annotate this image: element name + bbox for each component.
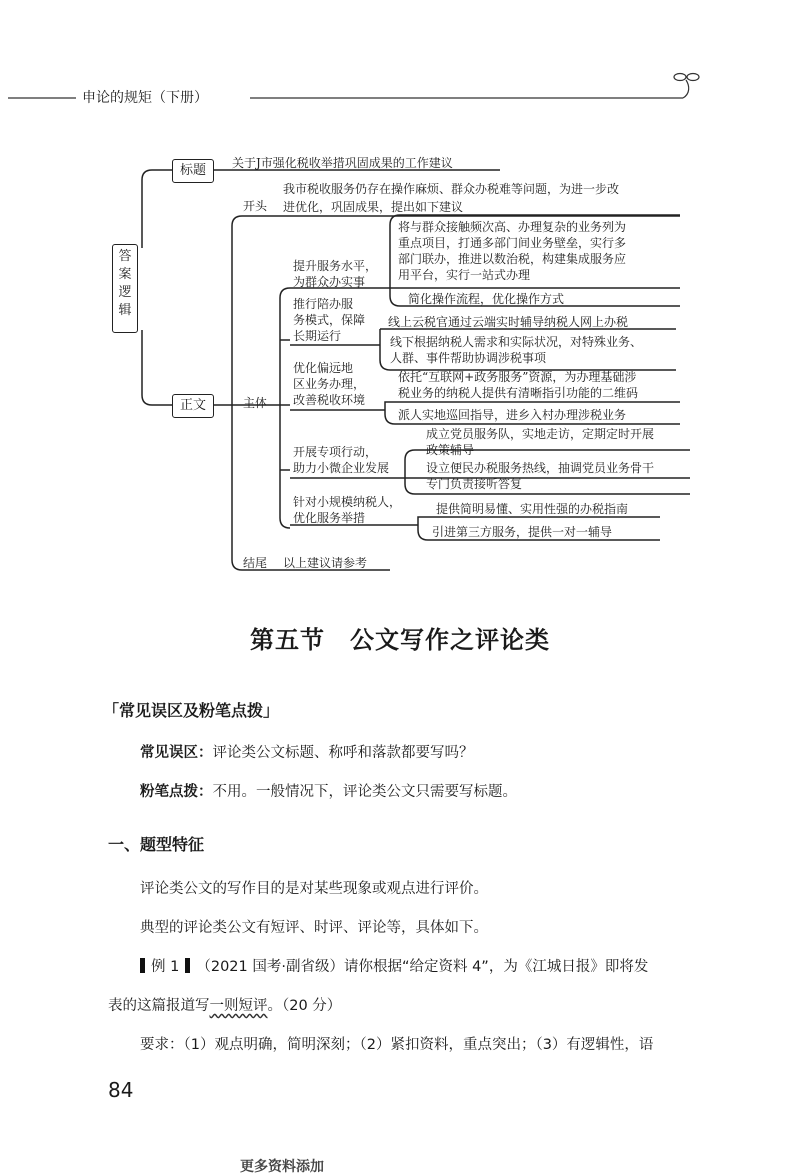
paragraph: 评论类公文的写作目的是对某些现象或观点进行评价。: [140, 881, 488, 897]
mindmap-ending-label: 结尾: [243, 556, 268, 570]
branch-leaf: 设立便民办税服务热线，抽调党员业务骨干 专门负责接听答复: [426, 461, 655, 491]
example-line-2: 表的这篇报道写一则短评。（20 分）: [108, 998, 342, 1014]
mindmap-opening-label: 开头: [243, 199, 268, 213]
branch-leaf: 将与群众接触频次高、办理复杂的业务列为 重点项目，打通多部门间业务壁垒，实行多 部门联办，推进以数治税，构建集成服务应 用平台，实行一站式办理: [398, 220, 627, 282]
mindmap-opening-text-2: 进优化，巩固成果，提出如下建议: [283, 200, 464, 214]
paragraph: 典型的评论类公文有短评、时评、评论等，具体如下。: [140, 920, 488, 936]
mistakes-heading: 「常见误区及粉笔点拨」: [103, 701, 280, 720]
branch-leaf: 提供简明易懂、实用性强的办税指南: [436, 502, 629, 516]
book-title: 申论的规矩（下册）: [76, 87, 214, 107]
branch-title: 提升服务水平， 为群众办实事: [293, 259, 378, 289]
requirements-line: 要求：（1）观点明确，简明深刻；（2）紧扣资料，重点突出；（3）有逻辑性，语: [140, 1037, 654, 1053]
branch-title: 推行陪办服 务模式，保障 长期运行: [293, 297, 366, 343]
mindmap-body-node: 正文: [172, 394, 214, 418]
branch-title: 开展专项行动， 助力小微企业发展: [293, 445, 390, 475]
branch-leaf: 线上云税官通过云端实时辅导纳税人网上办税: [388, 315, 629, 329]
branch-leaf: 简化操作流程，优化操作方式: [408, 292, 565, 306]
mindmap-title-node: 标题: [172, 159, 214, 183]
mindmap-ending-text: 以上建议请参考: [283, 556, 368, 570]
example-line-1: 例 1 （2021 国考·副省级）请你根据“给定资料 4”，为《江城日报》即将发: [140, 955, 648, 976]
section-h2: 一、题型特征: [108, 835, 205, 854]
page-number: 84: [108, 1078, 134, 1102]
branch-leaf: 引进第三方服务，提供一对一辅导: [432, 525, 613, 539]
mindmap-main-label: 主体: [243, 396, 268, 410]
branch-leaf: 派人实地巡回指导，进乡入村办理涉税业务: [398, 408, 627, 422]
section-title: 第五节 公文写作之评论类: [250, 626, 550, 654]
branch-leaf: 依托“互联网+政务服务”资源，为办理基础涉 税业务的纳税人提供有清晰指引功能的二维码: [398, 370, 639, 400]
branch-leaf: 成立党员服务队，实地走访，定期定时开展 政策辅导: [426, 427, 655, 457]
mistake-line: 常见误区：评论类公文标题、称呼和落款都要写吗？: [140, 745, 474, 761]
mindmap-root: [112, 244, 138, 333]
branch-leaf: 线下根据纳税人需求和实际状况，对特殊业务、 人群、事件帮助协调涉税事项: [390, 335, 643, 365]
branch-title: 优化偏远地 区业务办理， 改善税收环境: [293, 361, 366, 407]
mindmap-opening-text-1: 我市税收服务仍存在操作麻烦、群众办税难等问题，为进一步改: [283, 182, 620, 196]
tip-line: 粉笔点拨：不用。一般情况下，评论类公文只需要写标题。: [140, 784, 517, 800]
mindmap-root-label: 答案逻辑: [118, 249, 132, 318]
mindmap-title-text: 关于J市强化税收举措巩固成果的工作建议: [232, 156, 453, 170]
footer-partial-text: 更多资料添加: [240, 1159, 324, 1175]
branch-title: 针对小规模纳税人， 优化服务举措: [293, 495, 402, 525]
example-marker-icon: [140, 958, 145, 973]
